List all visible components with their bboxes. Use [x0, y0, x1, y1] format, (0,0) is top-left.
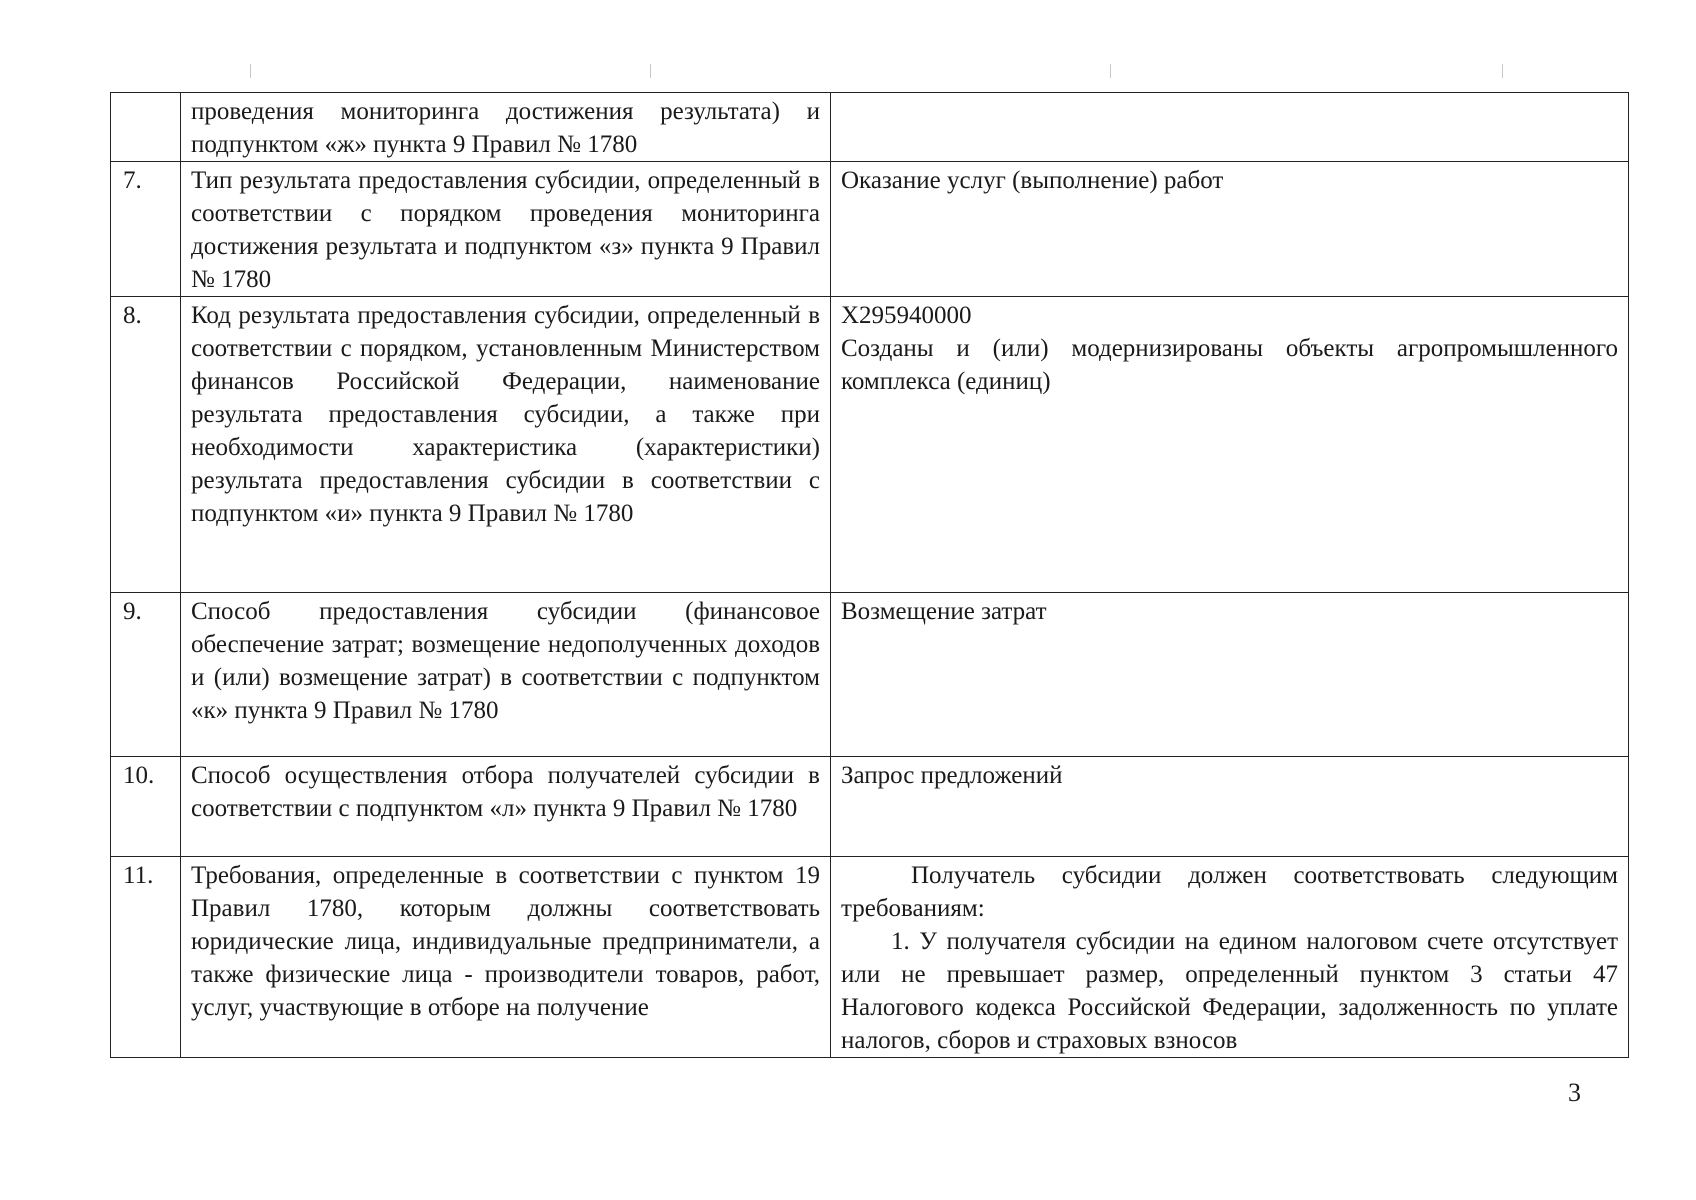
table-row [111, 297, 1629, 593]
row-number [111, 93, 181, 162]
row-value [831, 593, 1629, 757]
row-description: Код результата предоставления субсидии, определенный в соответствии с порядком, установленным Министерством финансов Российской Федерации, наименование результата предоставления субсидии, а также при необходимости характеристика (характеристики) результата предоставления субсидии в соответствии с подпунктом «и» пункта 9 Правил № 1780 [181, 297, 831, 593]
row-value-line: Созданы и (или) модернизированы объекты агропромышленного комплекса (единиц) [841, 335, 1618, 395]
row-value-line: Получатель субсидии должен соответствовать следующим требованиям: [841, 862, 1618, 922]
row-number: 9. [111, 593, 181, 757]
row-description: Способ предоставления субсидии (финансовое обеспечение затрат; возмещение недополученных доходов и (или) возмещение затрат) в соответствии с подпунктом «к» пункта 9 Правил № 1780 [181, 593, 831, 757]
table-row [111, 162, 1629, 297]
table-row [111, 857, 1629, 1058]
row-value-line: Оказание услуг (выполнение) работ [841, 167, 1224, 194]
row-number: 11. [111, 857, 181, 1058]
row-value-code: Х295940000 [841, 302, 972, 329]
table-row [111, 593, 1629, 757]
scan-mark [250, 64, 251, 78]
row-number: 8. [111, 297, 181, 593]
row-value [831, 297, 1629, 593]
row-value [831, 93, 1629, 162]
scan-mark [1110, 64, 1111, 78]
row-number: 7. [111, 162, 181, 297]
row-description: Тип результата предоставления субсидии, определенный в соответствии с порядком проведения мониторинга достижения результата и подпунктом «з» пункта 9 Правил № 1780 [181, 162, 831, 297]
table-row [111, 757, 1629, 857]
row-value-line: Возмещение затрат [841, 598, 1047, 625]
row-description: Способ осуществления отбора получателей субсидии в соответствии с подпунктом «л» пункта 9 Правил № 1780 [181, 757, 831, 857]
row-description: Требования, определенные в соответствии с пунктом 19 Правил 1780, которым должны соответствовать юридические лица, индивидуальные предприниматели, а также физические лица - производители товаров, работ, услуг, участвующие в отборе на получение [181, 857, 831, 1058]
scan-mark [1502, 64, 1503, 78]
row-value [831, 857, 1629, 1058]
row-value-line: 1. У получателя субсидии на едином налоговом счете отсутствует или не превышает размер, определенный пунктом 3 статьи 47 Налогового кодекса Российской Федерации, задолженность по уплате налогов, сборов и страховых взносов [841, 928, 1618, 1054]
row-value [831, 757, 1629, 857]
row-number: 10. [111, 757, 181, 857]
scan-marks [0, 0, 1696, 90]
requirements-table [110, 92, 1629, 1058]
page-number: 3 [1568, 1078, 1581, 1107]
row-value-line: Запрос предложений [841, 762, 1063, 789]
row-description: проведения мониторинга достижения результата) и подпунктом «ж» пункта 9 Правил № 1780 [181, 93, 831, 162]
row-value [831, 162, 1629, 297]
table-row [111, 93, 1629, 162]
scan-mark [650, 64, 651, 78]
